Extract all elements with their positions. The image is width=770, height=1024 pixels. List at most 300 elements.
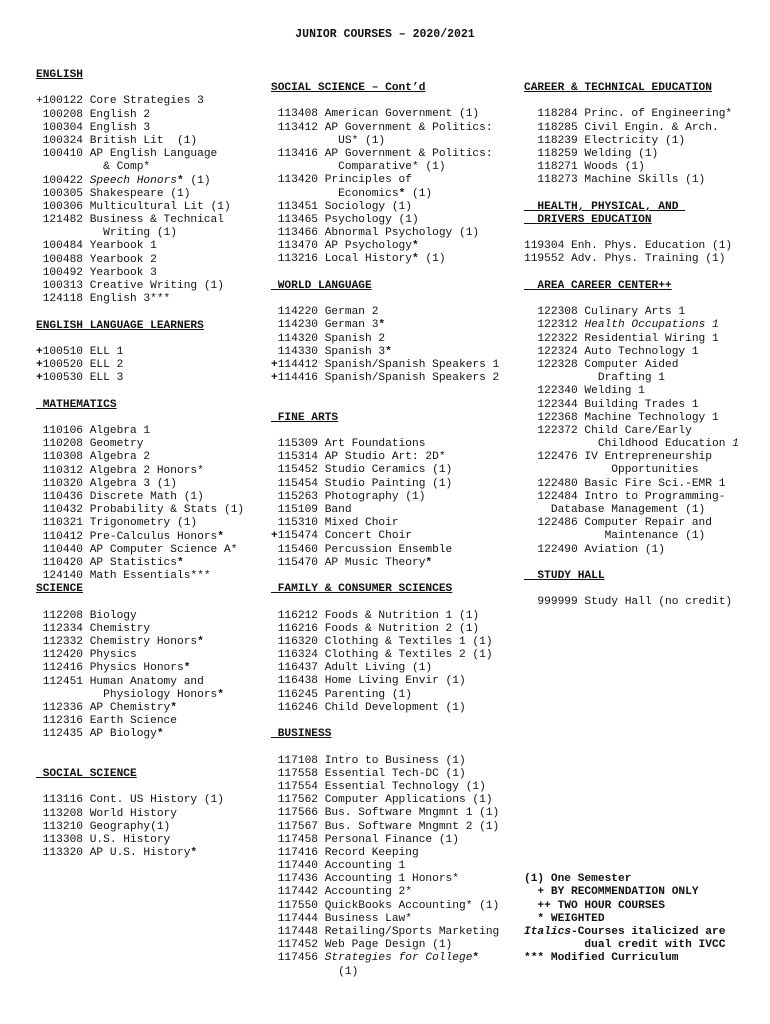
course-line [36,372,268,385]
section-heading [36,768,268,781]
line-text: 113466 Abnormal Psychology (1) [271,227,480,240]
line-text: 124140 Math Essentials*** [36,570,211,583]
line-text: 116216 Foods & Nutrition 2 (1) [271,622,480,635]
line-text: 117562 Computer Applications (1) [271,794,493,807]
line-text: SOCIAL SCIENCE [36,767,137,780]
line-text: 115314 AP Studio Art: 2D* [271,451,446,464]
line-text: 118273 Machine Skills (1) [524,174,706,187]
course-line [271,438,523,451]
blank-line [524,715,764,728]
line-text: SCIENCE [36,583,83,596]
course-line [36,544,268,557]
column-right [524,82,764,966]
line-text: 122340 Welding 1 [524,385,645,398]
course-line [524,135,764,148]
blank-line [524,227,764,240]
line-text: Opportunities [524,464,699,477]
weighted-mark: * [472,952,480,965]
section-heading [524,280,764,293]
course-line [36,794,268,807]
course-line [36,267,268,280]
line-text: 112316 Earth Science [36,715,177,728]
line-text: 114320 Spanish 2 [271,332,386,345]
line-text: US* (1) [271,134,386,147]
line-text: 100488 Yearbook 2 [36,253,157,266]
line-text: 114220 German 2 [271,306,379,319]
line-text: 122484 Intro to Programming- [524,490,726,503]
line-text: 117458 Personal Finance (1) [271,833,459,846]
weighted-mark: * [183,662,191,675]
course-line [271,122,523,135]
course-line [271,702,523,715]
line-text: 117436 Accounting 1 Honors* [271,873,459,886]
blank-line [524,768,764,781]
course-line [524,319,764,332]
line-text: 116324 Clothing & Textiles 2 (1) [271,649,493,662]
section-heading [271,82,523,95]
line-text: 118271 Woods (1) [524,161,645,174]
blank-line [36,412,268,425]
line-text: STUDY HALL [524,569,605,582]
blank-line [524,834,764,847]
line-text: 117416 Record Keeping [271,846,419,859]
line-text: 112334 Chemistry [36,622,151,635]
line-text: BUSINESS [271,728,332,741]
line-text: Physiology Honors [36,688,218,701]
line-text: 116245 Parenting (1) [271,688,412,701]
course-line [524,425,764,438]
section-heading [36,583,268,596]
course-line [271,359,523,372]
line-text: 110106 Algebra 1 [36,425,151,438]
course-line [36,478,268,491]
line-text: 110320 Algebra 3 (1) [36,477,177,490]
weighted-mark: * [385,345,392,358]
course-line [36,161,268,174]
page-title: JUNIOR COURSES – 2020/2021 [295,28,475,41]
course-line [524,900,764,913]
blank-line [524,781,764,794]
course-line [524,108,764,121]
course-line [271,886,523,899]
course-line [271,346,523,359]
blank-line [524,293,764,306]
course-line [271,108,523,121]
course-line [36,649,268,662]
line-text: 110440 AP Computer Science A* [36,543,238,556]
course-line [36,517,268,530]
line-text: 115263 Photography (1) [271,490,426,503]
course-line [271,333,523,346]
line-text: 100492 Yearbook 3 [36,266,157,279]
course-line [271,464,523,477]
line-text: 117108 Intro to Business (1) [271,754,466,767]
blank-line [524,267,764,280]
line-text: 112208 Biology [36,609,137,622]
recommendation-mark: + [36,372,43,385]
course-line [271,372,523,385]
line-text: WORLD LANGUAGE [271,279,372,292]
course-line [524,240,764,253]
weighted-mark: * [412,240,419,253]
line-text: 119552 Adv. Phys. Training (1) [524,253,726,266]
blank-line [524,821,764,834]
course-line [271,214,523,227]
course-line [524,161,764,174]
line-text: 117558 Essential Tech-DC (1) [271,767,466,780]
line-text: 117448 Retailing/Sports Marketing [271,926,500,938]
section-heading [524,214,764,227]
recommendation-mark: + [271,530,278,543]
line-text: HEALTH, PHYSICAL, AND [524,200,686,213]
course-line [524,873,764,886]
line-text: ENGLISH [36,69,83,81]
line-text: (1) [183,174,211,187]
line-text: 113465 Psychology (1) [271,213,419,226]
course-line [36,662,268,675]
blank-line [524,557,764,570]
course-line [36,201,268,214]
course-line [271,794,523,807]
blank-line [524,755,764,768]
line-text: 110312 Algebra 2 Honors* [36,464,204,477]
blank-line [524,610,764,623]
blank-line [36,755,268,768]
course-line [524,544,764,557]
line-text: +100122 Core Strategies 3 [36,95,204,108]
blank-line [271,293,523,306]
italic-text: Health Occupations 1 [584,319,719,332]
recommendation-mark: + [36,359,43,372]
weighted-mark: * [398,187,406,200]
line-text: FAMILY & CONSUMER SCIENCES [271,583,453,596]
line-text: 118284 Princ. of Engineering* [524,108,733,121]
line-text: 122476 IV Entrepreneurship [524,451,712,464]
italic-text: Strategies for College [324,952,473,965]
course-line [36,148,268,161]
line-text: 100484 Yearbook 1 [36,240,157,253]
weighted-mark: * [190,847,198,860]
line-text: 114330 Spanish 3 [271,345,386,358]
weighted-mark: * [378,319,386,332]
course-line [271,306,523,319]
line-text: 122322 Residential Wiring 1 [524,332,719,345]
course-line [271,662,523,675]
course-line [271,517,523,530]
course-line [36,214,268,227]
line-text: 113210 Geography(1) [36,820,171,833]
line-text: 116246 Child Development (1) [271,701,466,714]
course-line [271,900,523,913]
line-text: 117452 Web Page Design (1) [271,939,453,952]
line-text: 110308 Algebra 2 [36,451,151,464]
course-line [36,715,268,728]
line-text: 113408 American Government (1) [271,108,480,121]
italic-text: Italics [524,926,571,938]
line-text: 110436 Discrete Math (1) [36,491,204,503]
weighted-mark: * [412,253,419,266]
section-heading [271,728,523,741]
blank-line [524,636,764,649]
line-text: 100208 English 2 [36,108,151,121]
course-line [271,201,523,214]
course-line [271,491,523,504]
line-text: MATHEMATICS [36,398,117,411]
line-text: Drafting 1 [524,372,665,385]
italic-text: Speech Honors [89,174,177,187]
course-line [271,807,523,820]
blank-line [524,847,764,860]
recommendation-mark: + [271,358,278,371]
course-line [271,873,523,886]
line-text: 116437 Adult Living (1) [271,662,433,675]
line-text: 115309 Art Foundations [271,438,426,451]
line-text: ++ TWO HOUR COURSES [524,899,665,912]
course-line [524,306,764,319]
section-heading [271,280,523,293]
course-line [36,636,268,649]
course-line [36,425,268,438]
course-line [524,530,764,543]
course-line [524,478,764,491]
course-line [36,188,268,201]
line-text: 117554 Essential Technology (1) [271,780,486,793]
section-heading [524,82,764,95]
course-line [36,109,268,122]
course-line [36,834,268,847]
blank-line [271,385,523,398]
course-line [524,412,764,425]
course-line [524,148,764,161]
line-text: 122328 Computer Aided [524,358,679,371]
course-line [36,728,268,741]
line-text: 122324 Auto Technology 1 [524,345,699,358]
blank-line [36,82,268,95]
line-text: 115460 Percussion Ensemble [271,543,453,556]
line-text: 112332 Chemistry Honors [36,636,198,649]
line-text: 122372 Child Care/Early [524,424,692,437]
line-text: 110208 Geometry [36,438,144,451]
recommendation-mark: + [36,345,43,358]
line-text: 119304 Enh. Phys. Education (1) [524,240,733,253]
course-line [271,966,523,979]
course-line [36,557,268,570]
course-line [524,491,764,504]
course-line [524,517,764,530]
course-line [271,188,523,201]
line-text: (1) [271,965,359,978]
blank-line [36,742,268,755]
blank-line [524,662,764,675]
weighted-mark: * [217,688,224,701]
line-text: SOCIAL SCIENCE – Cont’d [271,82,426,94]
course-line [271,610,523,623]
line-text: Economics [271,187,399,200]
course-line [36,95,268,108]
line-text: 117440 Accounting 1 [271,860,406,873]
section-heading [36,320,268,333]
course-line [524,385,764,398]
line-text: Childhood Education [524,438,733,451]
line-text: 117550 QuickBooks Accounting* (1) [271,899,500,912]
blank-line [271,399,523,412]
line-text: 110432 Probability & Stats (1) [36,504,245,517]
course-line [524,886,764,899]
recommendation-mark: + [271,372,278,385]
course-line [36,702,268,715]
blank-line [36,781,268,794]
course-line [36,293,268,306]
column-middle [271,82,523,979]
course-line [36,135,268,148]
weighted-mark: * [217,530,224,543]
course-line [271,557,523,570]
line-text: 112451 Human Anatomy and [36,675,204,688]
weighted-mark: * [177,556,184,569]
line-text: 122486 Computer Repair and [524,517,712,530]
course-line [271,240,523,253]
course-line [36,623,268,636]
section-heading [524,570,764,583]
course-line [271,860,523,873]
line-text: 112435 AP Biology [36,728,157,741]
line-text: 122312 [524,319,585,332]
course-line [271,768,523,781]
line-text: 115452 Studio Ceramics (1) [271,464,453,477]
line-text: 122344 Building Trades 1 [524,398,699,411]
line-text: 116438 Home Living Envir (1) [271,675,466,688]
course-line [36,254,268,267]
course-line [36,240,268,253]
line-text: 116212 Foods & Nutrition 1 (1) [271,609,480,622]
blank-line [524,649,764,662]
blank-line [524,583,764,596]
blank-line [271,267,523,280]
course-line [271,675,523,688]
course-line [524,399,764,412]
blank-line [524,794,764,807]
weighted-mark: * [177,174,184,187]
line-text: (1) [405,187,433,200]
line-text: Writing (1) [36,227,177,240]
blank-line [36,597,268,610]
line-text: (1) [418,253,446,266]
line-text: DRIVERS EDUCATION [524,213,652,226]
course-line [36,438,268,451]
line-text: 113420 Principles of [271,174,412,187]
line-text: (1) One Semester [524,873,632,886]
course-line [524,913,764,926]
line-text: Comparative* (1) [271,161,446,174]
section-heading [271,412,523,425]
course-line [271,926,523,939]
course-line [36,676,268,689]
line-text: dual credit with IVCC [524,939,726,952]
course-line [271,544,523,557]
line-text: 121482 Business & Technical [36,214,224,227]
line-text: 113451 Sociology (1) [271,200,412,213]
course-line [36,280,268,293]
course-line [271,478,523,491]
course-line [524,174,764,187]
blank-line [524,675,764,688]
blank-line [524,807,764,820]
course-line [36,531,268,544]
course-line [36,451,268,464]
course-line [524,504,764,517]
blank-line [524,95,764,108]
course-line [271,161,523,174]
line-text: 117566 Bus. Software Mngmnt 1 (1) [271,807,500,820]
course-line [271,649,523,662]
course-line [271,834,523,847]
line-text: 117442 Accounting 2* [271,886,412,899]
line-text: 113470 AP Psychology [271,240,412,253]
line-text: CAREER & TECHNICAL EDUCATION [524,82,712,94]
course-line [271,913,523,926]
course-line [524,939,764,952]
course-line [524,438,764,451]
course-line [271,504,523,517]
course-line [271,847,523,860]
blank-line [524,689,764,702]
line-text: 112336 AP Chemistry [36,702,171,714]
line-text: 115470 AP Music Theory [271,556,426,569]
line-text: 122480 Basic Fire Sci.-EMR 1 [524,477,726,490]
course-line [36,175,268,188]
section-heading [524,201,764,214]
line-text: 117567 Bus. Software Mngmnt 2 (1) [271,820,500,833]
line-text: 118239 Electricity (1) [524,134,686,147]
line-text: 100520 ELL 2 [42,359,124,372]
line-text: 122490 Aviation (1) [524,543,665,556]
line-text: 113116 Cont. US History (1) [36,794,224,807]
line-text: 110412 Pre-Calculus Honors [36,530,218,543]
line-text: 113216 Local History [271,253,412,266]
course-line [271,636,523,649]
line-text: 116320 Clothing & Textiles 1 (1) [271,635,493,648]
blank-line [524,728,764,741]
course-line [36,504,268,517]
blank-line [524,623,764,636]
course-line [524,359,764,372]
line-text: + BY RECOMMENDATION ONLY [524,886,699,899]
line-text: 113416 AP Government & Politics: [271,147,493,160]
blank-line [36,306,268,319]
line-text: 110420 AP Statistics [36,556,177,569]
course-line [271,174,523,187]
column-left [36,69,268,860]
course-line [524,926,764,939]
section-heading [36,69,268,82]
blank-line [524,741,764,754]
course-line [524,372,764,385]
course-line [524,346,764,359]
course-line [271,781,523,794]
line-text: 999999 Study Hall (no credit) [524,596,733,609]
course-line [271,821,523,834]
course-line [524,333,764,346]
line-text: & Comp* [36,161,151,174]
section-heading [271,583,523,596]
blank-line [36,333,268,346]
weighted-mark: * [156,728,164,741]
course-line [36,491,268,504]
line-text: 115474 Concert Choir [277,530,412,543]
course-line [36,610,268,623]
course-line [271,451,523,464]
line-text: 100422 [36,174,90,187]
